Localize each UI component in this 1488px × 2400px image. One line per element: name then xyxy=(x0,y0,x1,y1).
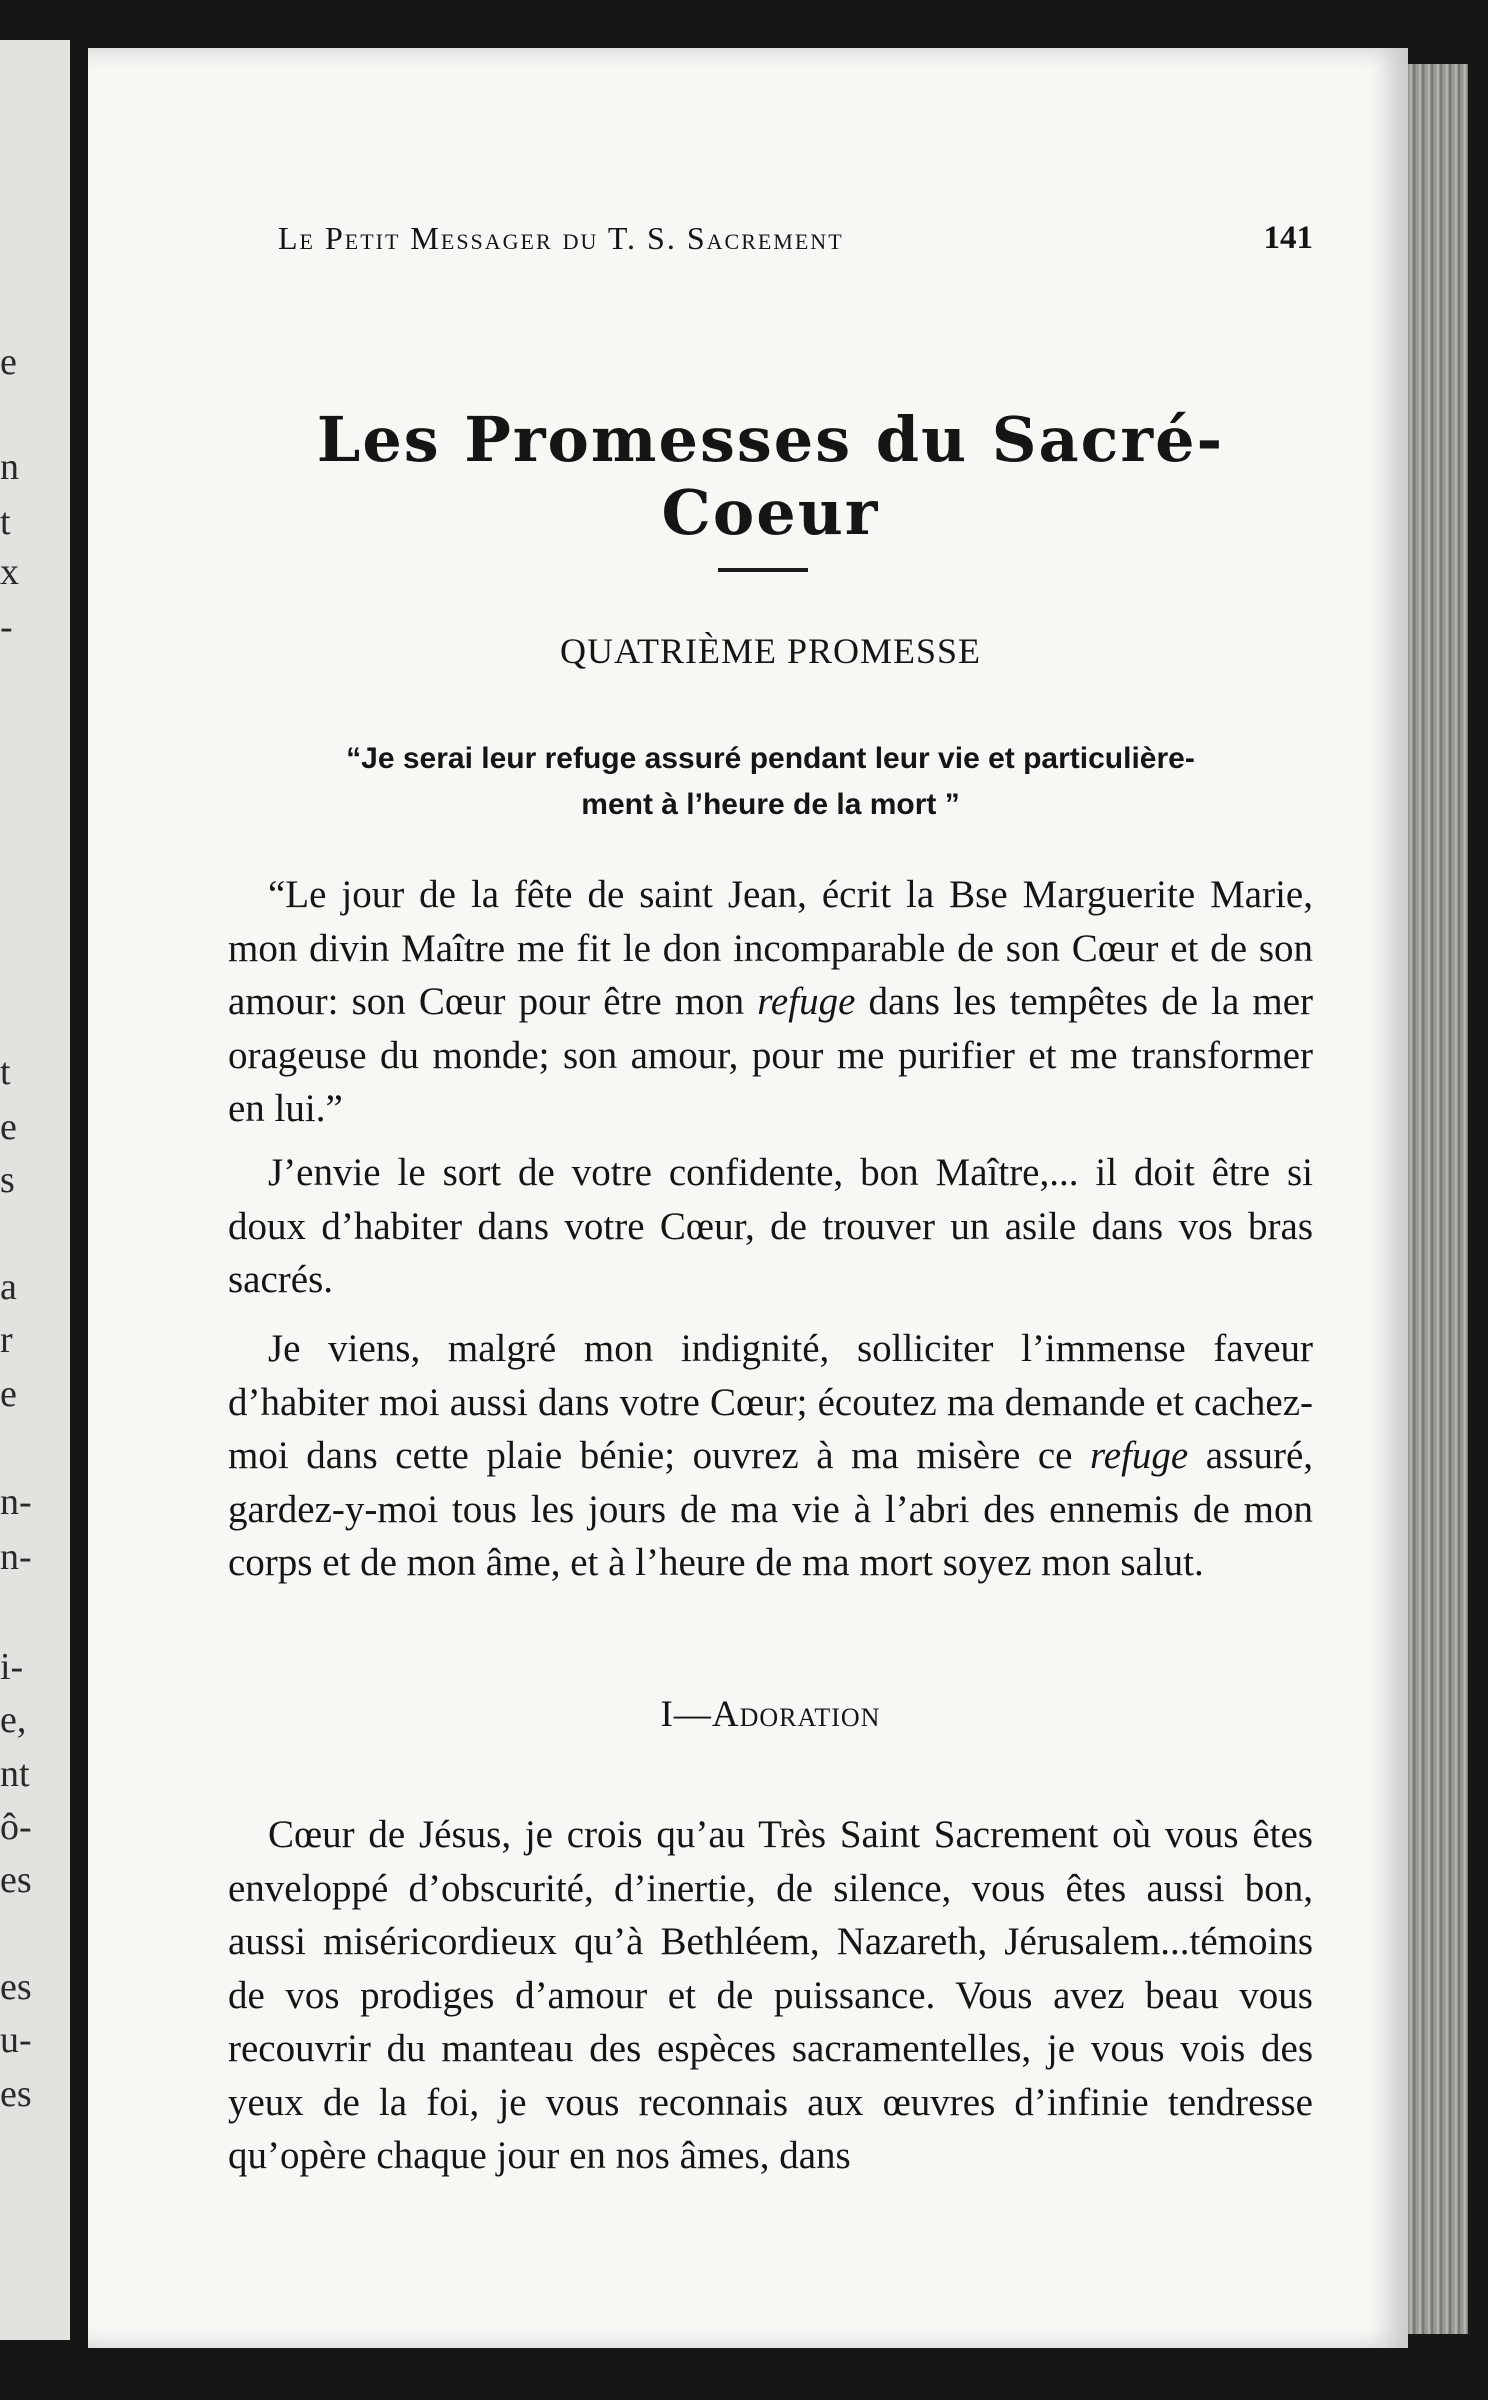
margin-fragment: nt xyxy=(0,1753,30,1795)
paragraph-text: Je viens, malgré mon indignité, solliciter l’immense faveur d’habiter moi aussi dans votre Cœur; écoutez ma demande et cachez-moi dans cette plaie bénie; ouvrez à ma misère ce xyxy=(228,1327,1313,1477)
promise-heading: QUATRIÈME PROMESSE xyxy=(559,631,982,671)
page-edge xyxy=(1408,64,1468,2334)
paragraph-quote xyxy=(228,868,1313,1136)
margin-fragment: es xyxy=(0,1859,32,1901)
margin-fragment: e, xyxy=(0,1699,27,1741)
page-number: 141 xyxy=(1263,220,1313,256)
margin-fragment: n- xyxy=(0,1481,32,1523)
epigraph-line: “Je serai leur refuge assuré pendant leur vie et particulière- xyxy=(346,742,1195,775)
margin-fragment: s xyxy=(0,1159,15,1201)
margin-fragment: i- xyxy=(0,1646,24,1688)
margin-fragment: r xyxy=(0,1319,13,1361)
margin-fragment: - xyxy=(0,606,13,648)
paragraph xyxy=(228,1808,1313,2183)
paragraph xyxy=(228,1146,1313,1307)
book-page xyxy=(88,48,1408,2348)
margin-fragment: u- xyxy=(0,2019,32,2061)
margin-fragment: e xyxy=(0,1106,17,1148)
facing-page-margin-text xyxy=(0,40,32,2340)
margin-fragment: e xyxy=(0,1373,17,1415)
margin-fragment: t xyxy=(0,1051,11,1093)
margin-fragment: ô- xyxy=(0,1806,32,1848)
paragraph-text: Cœur de Jésus, je crois qu’au Très Saint Sacrement où vous êtes enveloppé d’obscurité, d’inertie, de silence, vous êtes aussi bon, aussi miséricordieux qu’à Bethléem, Nazareth, Jérusalem...témoins de vos prodiges d’amour et de puissance. Vous avez beau vous recouvrir du manteau des espèces sacramentelles, je vous vois des yeux de la foi, je vous reconnais aux œuvres d’infinie tendresse qu’opère chaque jour en nos âmes, dans xyxy=(228,1813,1313,2177)
emphasis-text: refuge xyxy=(757,980,856,1023)
margin-fragment: es xyxy=(0,2073,32,2115)
margin-fragment: n xyxy=(0,446,19,488)
paragraph-text: dans les tempêtes de la mer orageuse du monde; son amour, pour me purifier et me transformer en lui.” xyxy=(228,980,1313,1130)
section-heading: I—Adoration xyxy=(660,1694,881,1735)
margin-fragment: x xyxy=(0,551,19,593)
margin-fragment: t xyxy=(0,501,11,543)
facing-page xyxy=(0,40,70,2340)
emphasis-text: refuge xyxy=(1090,1434,1189,1477)
running-header xyxy=(228,220,1313,270)
paragraph-text: “Le jour de la fête de saint Jean, écrit la Bse Marguerite Marie, mon divin Maître me fit le don incomparable de son Cœur et de son amour: son Cœur pour être mon xyxy=(228,873,1313,1023)
title-divider xyxy=(718,568,808,572)
paragraph-text: assuré, gardez-y-moi tous les jours de ma vie à l’abri des ennemis de mon corps et de mon âme, et à l’heure de ma mort soyez mon salut. xyxy=(228,1434,1314,1584)
article-title: Les Promesses du Sacré-Coeur xyxy=(316,403,1225,549)
paragraph-text: J’envie le sort de votre confidente, bon Maître,... il doit être si doux d’habiter dans votre Cœur, de trouver un asile dans vos bras sacrés. xyxy=(228,1151,1313,1301)
paragraph xyxy=(228,1322,1313,1590)
epigraph-line: ment à l’heure de la mort ” xyxy=(581,788,960,821)
margin-fragment: n- xyxy=(0,1536,32,1578)
epigraph-quote xyxy=(228,736,1313,828)
margin-fragment: a xyxy=(0,1266,17,1308)
margin-fragment: e xyxy=(0,341,17,383)
running-title: Le Petit Messager du T. S. Sacrement xyxy=(278,220,844,256)
margin-fragment: es xyxy=(0,1966,32,2008)
